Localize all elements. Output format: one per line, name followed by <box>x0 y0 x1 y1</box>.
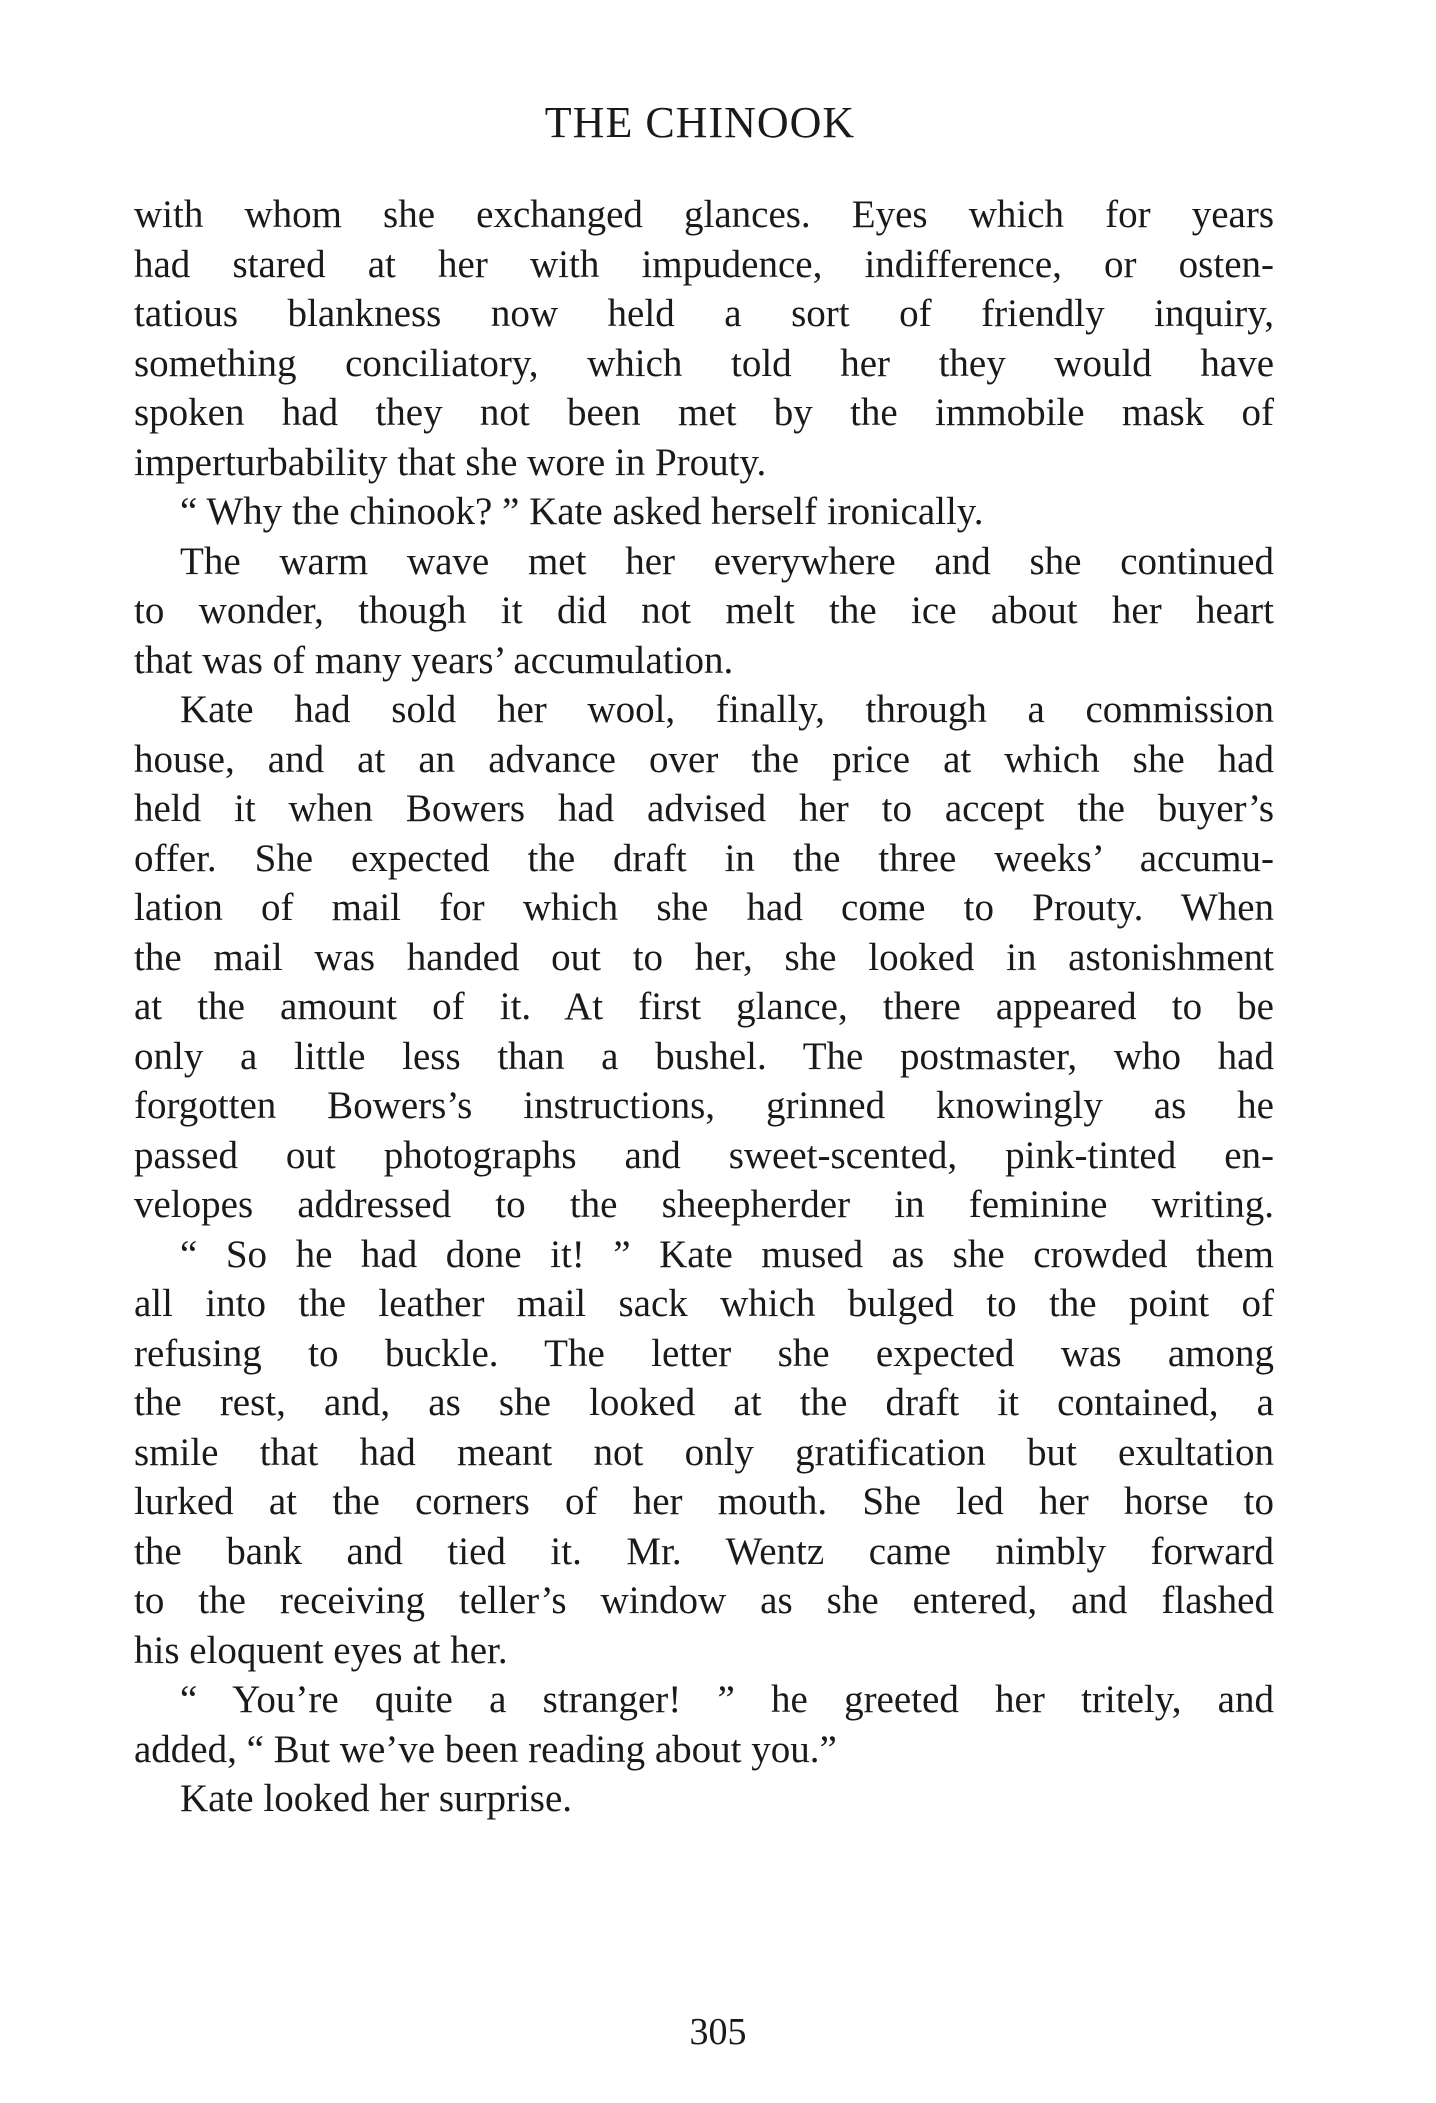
text-line: Kate looked her surprise. <box>180 1777 573 1820</box>
text-line: to wonder, though it did not melt the ice about her heart <box>134 589 1274 632</box>
text-line: added, “ But we’ve been reading about you.” <box>134 1727 837 1771</box>
text-line: to the receiving teller’s window as she entered, and flashed <box>134 1579 1274 1622</box>
text-line: held it when Bowers had advised her to accept the buyer’s <box>134 787 1274 830</box>
text-line: “ So he had done it! ” Kate mused as she crowded them <box>180 1232 1274 1276</box>
text-line: velopes addressed to the sheepherder in feminine writing. <box>134 1183 1274 1226</box>
body-text <box>134 190 1274 1824</box>
text-line: “ Why the chinook? ” Kate asked herself ironically. <box>180 490 984 533</box>
text-line: spoken had they not been met by the immobile mask of <box>134 391 1274 434</box>
text-line: smile that had meant not only gratification but exultation <box>134 1430 1274 1474</box>
running-head: THE CHINOOK <box>544 98 856 147</box>
text-line: offer. She expected the draft in the three weeks’ accumu- <box>134 836 1274 880</box>
text-line: refusing to buckle. The letter she expected was among <box>134 1331 1274 1375</box>
text-line: his eloquent eyes at her. <box>134 1628 508 1672</box>
text-line: had stared at her with impudence, indifference, or osten- <box>134 242 1274 286</box>
text-line: passed out photographs and sweet-scented, pink-tinted en- <box>134 1133 1274 1177</box>
text-line: that was of many years’ accumulation. <box>134 638 734 682</box>
text-line: the rest, and, as she looked at the draft it contained, a <box>134 1381 1274 1424</box>
text-line: imperturbability that she wore in Prouty. <box>134 440 767 484</box>
text-line: tatious blankness now held a sort of friendly inquiry, <box>134 292 1274 335</box>
text-line: something conciliatory, which told her they would have <box>134 341 1274 385</box>
text-line: only a little less than a bushel. The postmaster, who had <box>134 1034 1274 1078</box>
text-line: the bank and tied it. Mr. Wentz came nimbly forward <box>134 1529 1274 1573</box>
text-line: “ You’re quite a stranger! ” he greeted her tritely, and <box>180 1678 1274 1721</box>
text-line: at the amount of it. At first glance, there appeared to be <box>134 985 1274 1028</box>
text-line: lurked at the corners of her mouth. She led her horse to <box>134 1480 1274 1523</box>
text-line: The warm wave met her everywhere and she continued <box>180 539 1274 583</box>
page-number: 305 <box>689 2011 747 2053</box>
text-line: lation of mail for which she had come to Prouty. When <box>134 886 1274 929</box>
text-line: forgotten Bowers’s instructions, grinned knowingly as he <box>134 1084 1274 1127</box>
text-line: with whom she exchanged glances. Eyes which for years <box>134 193 1274 236</box>
text-line: Kate had sold her wool, finally, through a commission <box>180 688 1274 731</box>
text-line: all into the leather mail sack which bulged to the point of <box>134 1282 1274 1325</box>
text-line: house, and at an advance over the price at which she had <box>134 737 1274 781</box>
text-line: the mail was handed out to her, she looked in astonishment <box>134 935 1274 979</box>
